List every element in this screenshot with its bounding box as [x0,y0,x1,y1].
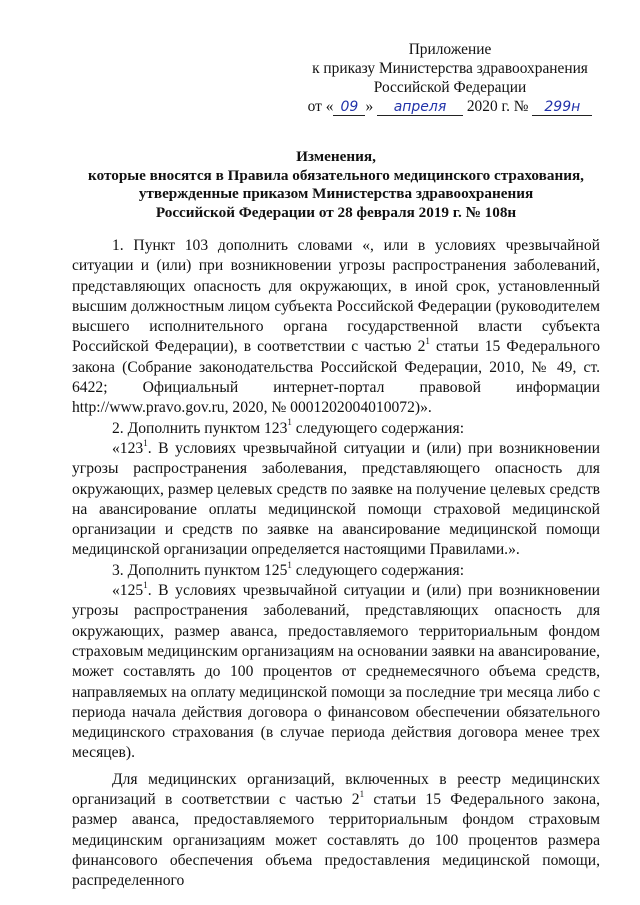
paragraph-1-text: 1. Пункт 103 дополнить словами «, или в условиях чрезвычайной ситуации и (или) при возникновении угрозы распространения заболеваний, представляющих опасность для окружающих, в иной срок, установленный высшим должностным лицом субъекта Российской Федерации (руководителем высшего исполнительного органа государственной власти субъекта Российской Федерации), в соответствии с частью 2 [72,237,600,356]
appendix-header [300,40,600,116]
appendix-label: Приложение [408,41,492,58]
paragraph-1-sup: 1 [425,336,430,347]
paragraph-2-sup: 1 [287,417,292,428]
paragraph-6 [72,770,600,892]
document-title [60,148,612,222]
document-body [72,236,600,892]
paragraph-4-tail: следующего содержания: [291,561,465,579]
handwritten-day: 09 [333,100,365,116]
paragraph-2 [72,419,600,439]
title-line-2: которые вносятся в Правила обязательного медицинского страхования, [88,166,584,184]
paragraph-5-tail: . В условиях чрезвычайной ситуации и (или) при возникновении угрозы распространения заболеваний, представляющих опасность для окружающих, размер аванса, предоставляемого территориальным фондом страховым медицинским организациям на основании заявки на авансирование, может составлять до 100 процентов от среднемесячного объема средств, направляемых на оплату медицинской помощи за последние три месяца либо с периода начала действия договора о финансовом обеспечении обязательного медицинского страхования (в случае периода действия договора менее трех месяцев). [72,582,600,762]
title-line-3: утвержденные приказом Министерства здравоохранения [138,185,534,203]
paragraph-4 [72,561,600,581]
paragraph-1-tail: статьи 15 Федерального закона (Собрание законодательства Российской Федерации, 2010, № 49, ст. 6422; Официальный интернет-портал правовой информации http://www.pravo.gov.ru, 2020, № 0001202004010072)». [72,338,601,417]
paragraph-2-text: 2. Дополнить пунктом 123 [112,419,288,437]
paragraph-6-sup: 1 [359,788,365,799]
appendix-order-ref: к приказу Министерства здравоохранения [312,60,588,77]
appendix-date-line [300,97,600,116]
paragraph-2-tail: следующего содержания: [291,419,465,437]
date-year: 2020 г. № [466,98,529,115]
paragraph-4-text: 3. Дополнить пунктом 125 [112,561,288,579]
paragraph-5-sup: 1 [143,579,148,590]
paragraph-5 [72,581,600,764]
paragraph-3 [72,439,600,561]
paragraph-4-sup: 1 [287,559,292,570]
handwritten-order-number: 299н [532,100,592,116]
paragraph-3-text: «123 [112,439,144,457]
appendix-federation: Российской Федерации [373,79,527,96]
paragraph-6-text: Для медицинских организаций, включенных в реестр медицинских организаций в соответствии с частью 2 [72,770,600,809]
paragraph-3-sup: 1 [143,437,148,448]
title-line-4: Российской Федерации от 28 февраля 2019 г. № 108н [155,203,517,221]
date-mid: » [365,98,374,115]
title-line-1: Изменения, [296,148,376,165]
paragraph-1 [72,236,600,419]
paragraph-6-tail: статьи 15 Федерального закона, размер аванса, предоставляемого территориальным фондом страховым медицинским организациям может составлять до 100 процентов размера финансового обеспечения объема предоставления медицинской помощи, распределенного [72,791,600,890]
date-prefix: от « [307,98,334,115]
paragraph-5-text: «125 [112,582,144,600]
handwritten-month: апреля [377,100,463,116]
paragraph-3-tail: . В условиях чрезвычайной ситуации и (или) при возникновении угрозы распространения заболевания, представляющего опасность для окружающих, размер целевых средств по заявке на получение целевых средств на авансирование оплаты медицинской помощи страховой медицинской организации и средств по заявке на авансирование медицинской помощи медицинской организации определяется настоящими Правилами.». [72,439,600,559]
